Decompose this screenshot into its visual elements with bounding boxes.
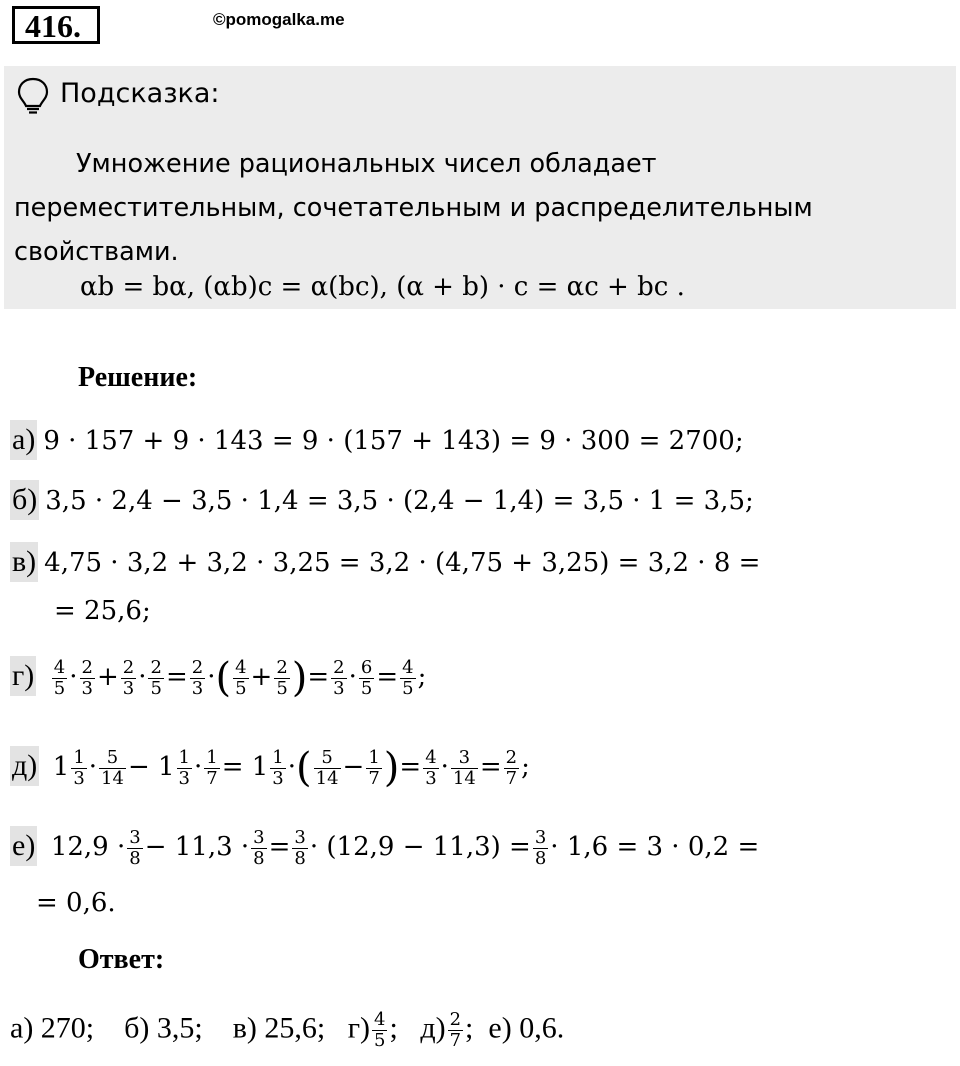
fraction: $\frac{1}{3}$ [73,746,85,789]
fraction: $\frac{1}{3}$ [178,746,190,789]
item-text: 9 · 157 + 9 · 143 = 9 · (157 + 143) = 9 · 300 = 2700; [43,426,744,456]
hint-text-line3: свойствами. [14,237,179,267]
answer-g-label: г) [347,1011,371,1045]
solution-item-b [10,480,754,521]
solution-item-a [10,420,744,461]
fraction: $\frac{4}{3}$ [425,746,437,789]
solution-item-v [10,542,760,583]
lightbulb-icon [16,76,50,114]
fraction: $\frac{2}{3}$ [81,656,93,699]
answer-v: в) 25,6; [232,1011,326,1045]
item-label: а) [10,420,37,460]
fraction: $\frac{5}{14}$ [101,746,124,789]
solution-item-e-cont [36,882,116,923]
fraction: $\frac{3}{8}$ [129,826,141,869]
fraction: $\frac{3}{8}$ [534,826,547,869]
item-text: 3,5 · 2,4 − 3,5 · 1,4 = 3,5 · (2,4 − 1,4) = 3,5 · 1 = 3,5; [45,486,754,516]
fraction: $\frac{2}{3}$ [122,656,135,699]
solution-item-d: д) 1 $\frac{1}{3}$ · $\frac{5}{14}$ − 1 $\frac{1}{3}$ · $\frac{1}{7}$ = 1 $\frac{1}{3}$ ·( $\frac{5}{14}$ − $\frac{1}{7}$ )= $\frac{4}{3}$ · $\frac{3}{14}$ = $\frac{2}{7}$ ; [12,745,530,792]
fraction: $\frac{1}{7}$ [368,746,380,789]
item-label: д) [10,746,39,786]
fraction: $\frac{5}{14}$ [315,746,339,789]
item-text-cont: = 25,6; [54,596,151,626]
solution-item-g: г) $\frac{4}{5}$ · $\frac{2}{3}$ + $\frac{2}{3}$ · $\frac{2}{5}$ = $\frac{2}{3}$ ·( $\frac{4}{5}$ + $\frac{2}{5}$ )= $\frac{2}{3}$ · $\frac{6}{5}$ = $\frac{4}{5}$ ; [12,655,427,702]
hint-text-line1: Умножение рациональных чисел обладает [76,149,657,179]
item-text-cont: = 0,6. [36,888,116,918]
problem-number: 416. [12,6,100,44]
answer-b: б) 3,5; [124,1011,203,1045]
hint-title: Подсказка: [60,78,220,109]
fraction: $\frac{4}{5}$ [374,1009,386,1051]
item-label: г) [10,656,36,696]
answer-e: е) 0,6. [488,1011,565,1045]
fraction: $\frac{4}{5}$ [402,656,414,699]
item-text: 4,75 · 3,2 + 3,2 · 3,25 = 3,2 · (4,75 + 3,25) = 3,2 · 8 = [44,548,761,578]
fraction: $\frac{1}{7}$ [206,746,218,789]
fraction: $\frac{2}{5}$ [150,656,162,699]
fraction: $\frac{4}{5}$ [53,656,66,699]
fraction: $\frac{2}{3}$ [333,656,345,699]
fraction: $\frac{3}{14}$ [452,746,476,789]
solution-item-e: е) 12,9 · $\frac{3}{8}$ − 11,3 · $\frac{3}{8}$ = $\frac{3}{8}$ · (12,9 − 11,3) = $\frac{3}{8}$ · 1,6 = 3 · 0,2 = [12,826,760,869]
solution-title: Решение: [78,362,198,393]
fraction: $\frac{3}{8}$ [253,826,265,869]
fraction: $\frac{2}{7}$ [505,746,518,789]
answer-title: Ответ: [78,944,165,975]
fraction: $\frac{3}{8}$ [294,826,306,869]
fraction: $\frac{1}{3}$ [272,746,284,789]
solution-item-v-cont [54,590,151,631]
item-label: в) [10,542,38,582]
fraction: $\frac{6}{5}$ [360,656,373,699]
hint-text [14,142,944,274]
answer-a: а) 270; [10,1011,95,1045]
hint-text-line2: переместительным, сочетательным и распределительным [14,193,813,223]
fraction: $\frac{2}{7}$ [449,1009,462,1051]
fraction: $\frac{2}{5}$ [276,656,288,699]
fraction: $\frac{2}{3}$ [191,656,204,699]
answer-d-label: д) [420,1011,446,1045]
hint-formula: αb = bα, (αb)c = α(bc), (α + b) · c = αc + bc . [80,272,685,302]
watermark: ©pomogalka.me [213,10,345,29]
answer-line: а) 270; б) 3,5; в) 25,6; г) $\frac{4}{5}$ ; д) $\frac{2}{7}$ ; е) 0,6. [10,1009,565,1051]
item-label: б) [10,480,39,520]
fraction: $\frac{4}{5}$ [235,656,247,699]
item-label: е) [10,826,37,866]
